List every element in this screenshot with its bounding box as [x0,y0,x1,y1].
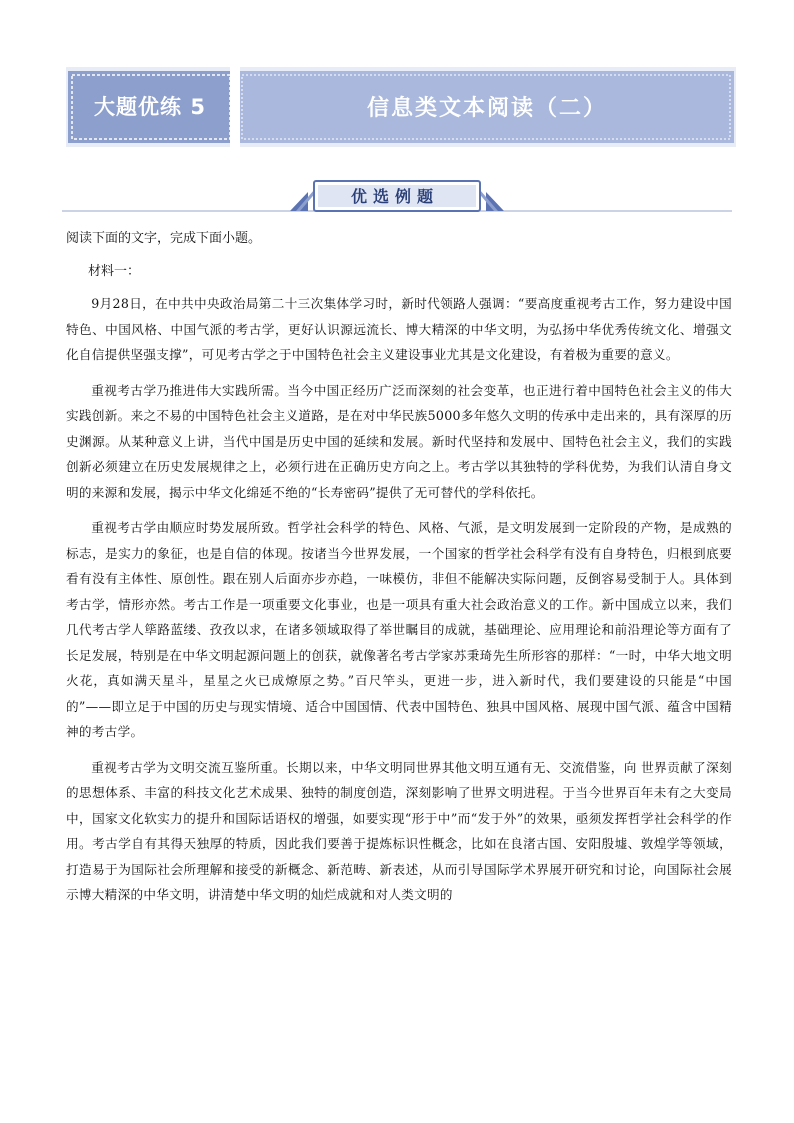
article-body [66,291,732,918]
paragraph: 重视考古学为文明交流互鉴所重。长期以来，中华文明同世界其他文明互通有无、交流借鉴，向 世界贡献了深刻的思想体系、丰富的科技文化艺术成果、独特的制度创造，深刻影响了世界文明进程。于当今世界百年未有之大变局中，国家文化软实力的提升和国际话语权的增强，如要实现“形于中”而“发于外”的效果，亟须发挥哲学社会科学的作用。考古学自有其得天独厚的特质，因此我们要善于提炼标识性概念，比如在良渚古国、安阳殷墟、敦煌学等领域，打造易于为国际社会所理解和接受的新概念、新范畴、新表述，从而引导国际学术界展开研究和讨论，向国际社会展示博大精深的中华文明，讲清楚中华文明的灿烂成就和对人类文明的 [66,759,732,902]
paragraph: 重视考古学乃推进伟大实践所需。当今中国正经历广泛而深刻的社会变革，也正进行着中国特色社会主义的伟大实践创新。来之不易的中国特色社会主义道路，是在对中华民族5000多年悠久文明的传承中走出来的，具有深厚的历史渊源。从某种意义上讲，当代中国是历史中国的延续和发展。新时代坚持和发展中、国特色社会主义，我们的实践创新必须建立在历史发展规律之上，必须行进在正确历史方向之上。考古学以其独特的学科优势，为我们认清自身文明的来源和发展，揭示中华文化绵延不绝的“长寿密码”提供了无可替代的学科依托。 [66,382,732,500]
material-label: 材料一： [88,264,141,279]
banner-label: 大题优练 5 [94,95,206,119]
section-label: 优选例题 [350,186,439,206]
page-title: 信息类文本阅读（二） [366,95,607,121]
section-header [62,178,732,214]
paragraph: 重视考古学由顺应时势发展所致。哲学社会科学的特色、风格、气派，是文明发展到一定阶段的产物，是成熟的标志，是实力的象征，也是自信的体现。按诸当今世界发展，一个国家的哲学社会科学有没有自身特色，归根到底要看有没有主体性、原创性。跟在别人后面亦步亦趋，一味模仿，非但不能解决实际问题，反倒容易受制于人。具体到考古学，情形亦然。考古工作是一项重要文化事业，也是一项具有重大社会政治意义的工作。新中国成立以来，我们几代考古学人筚路蓝缕、孜孜以求，在诸多领域取得了举世瞩目的成就，基础理论、应用理论和前沿理论等方面有了长足发展，特别是在中华文明起源问题上的创获，就像著名考古学家苏秉琦先生所形容的那样：“一时，中华大地文明火花，真如满天星斗，星星之火已成燎原之势。”百尺竿头，更进一步，进入新时代，我们要建设的只能是“中国的”——即立足于中国的历史与现实情境、适合中国国情、代表中国特色、独具中国风格、展现中国气派、蕴含中国精神的考古学。 [66,520,732,739]
header-banner [66,67,736,147]
instruction-text: 阅读下面的文字，完成下面小题。 [66,231,262,246]
paragraph: 9月28日，在中共中央政治局第二十三次集体学习时，新时代领路人强调：“要高度重视考古工作，努力建设中国特色、中国风格、中国气派的考古学，更好认识源远流长、博大精深的中华文明，为弘扬中华优秀传统文化、增强文化自信提供坚强支撑”，可见考古学之于中国特色社会主义建设事业尤其是文化建设，有着极为重要的意义。 [66,296,732,362]
